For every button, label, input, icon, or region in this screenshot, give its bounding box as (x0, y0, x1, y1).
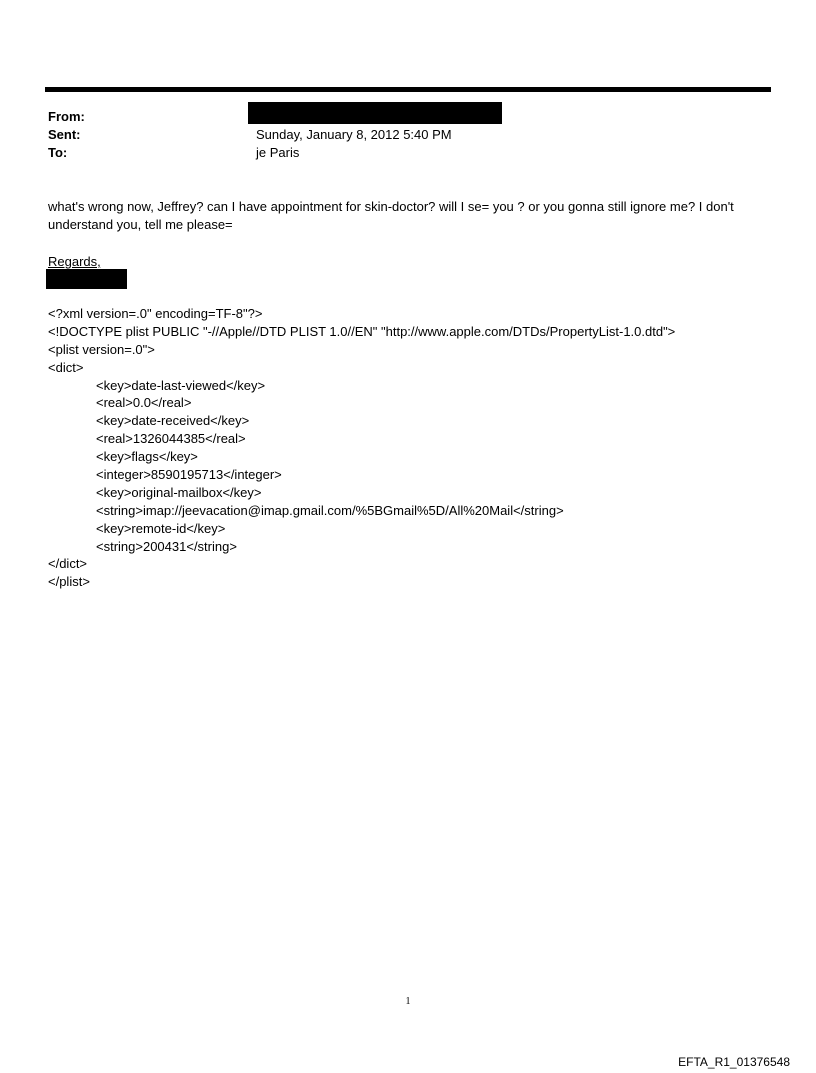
plist-line: <key>date-received</key> (96, 413, 250, 429)
to-label: To: (48, 145, 68, 160)
plist-line: <string>200431</string> (96, 538, 237, 554)
plist-line: <key>flags</key> (96, 449, 198, 465)
plist-line: <plist version=.0"> (48, 341, 155, 357)
plist-line: <key>date-last-viewed</key> (96, 377, 266, 393)
from-label: From: (48, 109, 85, 124)
plist-line: </dict> (48, 556, 88, 572)
plist-line: <real>0.0</real> (96, 395, 192, 411)
plist-line: <real>1326044385</real> (96, 431, 246, 447)
message-body: what's wrong now, Jeffrey? can I have appointment for skin-doctor? will I se= you ? or you gonna still ignore me? I don't understand you, tell me please= (48, 199, 734, 232)
plist-line: <string>imap://jeevacation@imap.gmail.com/%5BGmail%5D/All%20Mail</string> (96, 502, 564, 518)
plist-line: <integer>8590195713</integer> (96, 467, 282, 483)
sent-label: Sent: (48, 127, 81, 142)
regards-line: Regards, (48, 254, 101, 269)
plist-line: </plist> (48, 574, 90, 590)
plist-line: <dict> (48, 359, 84, 375)
plist-line: <key>remote-id</key> (96, 520, 226, 536)
header-rule (45, 87, 771, 92)
signature-redaction (46, 269, 127, 289)
plist-block (48, 305, 675, 591)
plist-line: <!DOCTYPE plist PUBLIC "-//Apple//DTD PLIST 1.0//EN" "http://www.apple.com/DTDs/PropertyList-1.0.dtd"> (48, 323, 676, 339)
page-number: 1 (405, 996, 411, 1007)
from-redaction (248, 102, 502, 124)
plist-line: <?xml version=.0" encoding=TF-8"?> (48, 306, 263, 321)
sent-value: Sunday, January 8, 2012 5:40 PM (256, 127, 452, 142)
to-value: je Paris (256, 145, 300, 160)
plist-line: <key>original-mailbox</key> (96, 484, 262, 500)
bates-number: EFTA_R1_01376548 (678, 1055, 790, 1069)
